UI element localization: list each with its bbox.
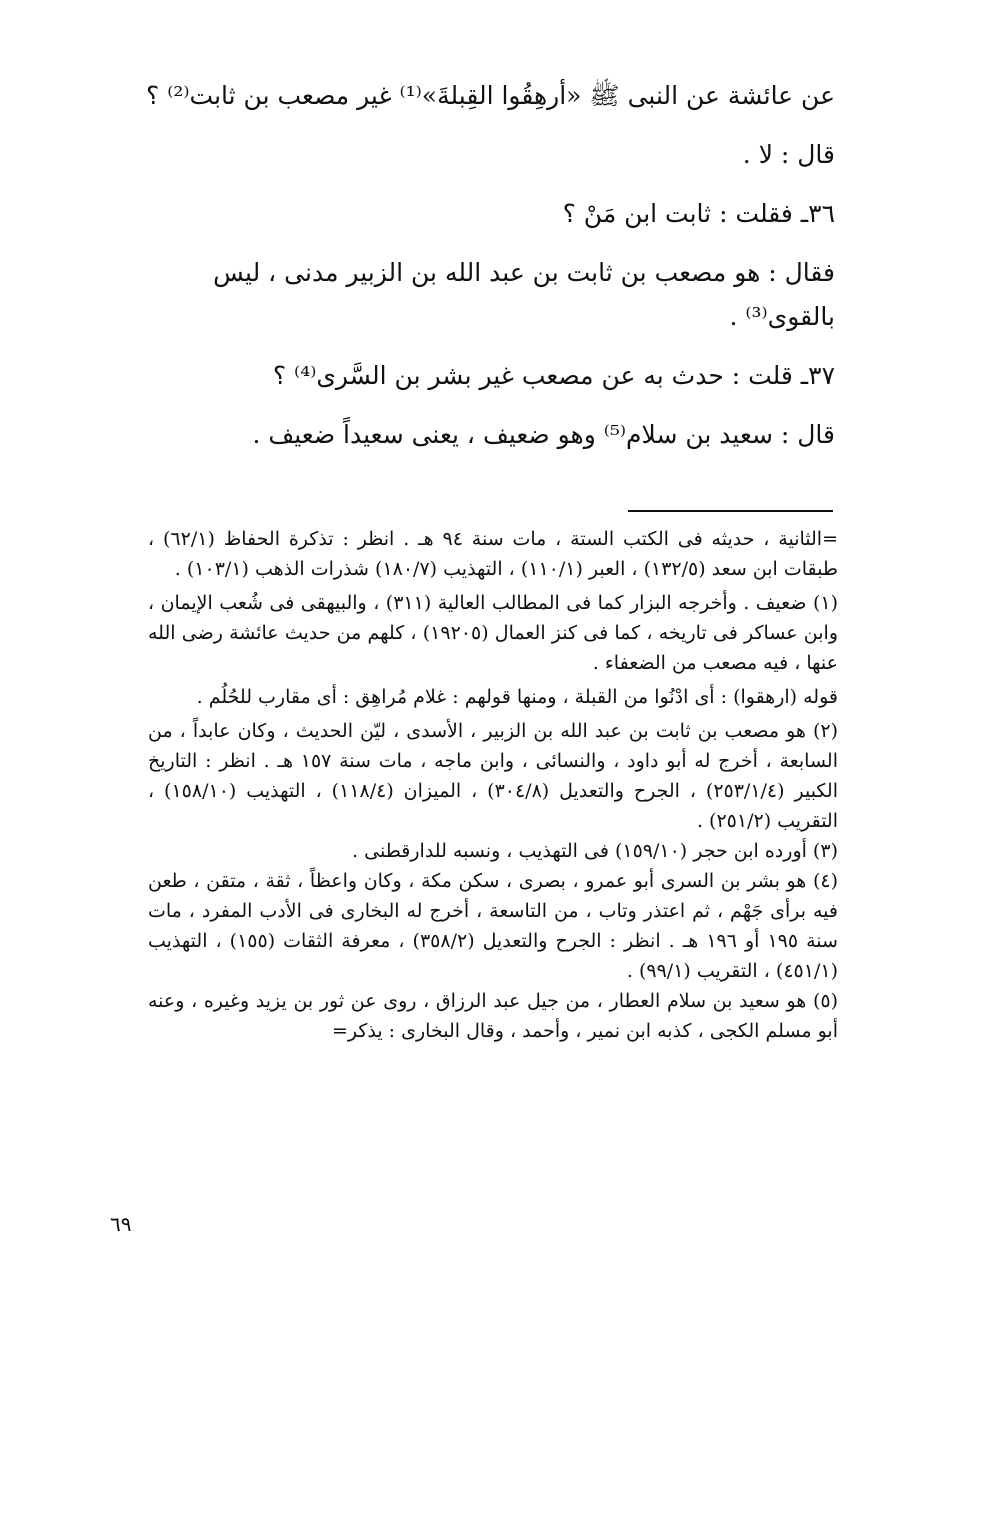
question-37: ٣٧ـ قلت : حدث به عن مصعب غير بشر بن السَّرى⁽⁴⁾ ؟ <box>272 361 835 390</box>
text-line: قال : سعيد بن سلام⁽⁵⁾ وهو ضعيف ، يعنى سعيداً ضعيف . <box>252 420 835 449</box>
text-line: عن عائشة عن النبى ﷺ «أرهِقُوا القِبلةَ»⁽¹⁾ غير مصعب بن ثابت⁽²⁾ ؟ <box>146 81 835 110</box>
footnote-continuation: =الثانية ، حديثه فى الكتب الستة ، مات سنة ٩٤ هـ . انظر : تذكرة الحفاظ (٦٢/١) ، طبقات ابن سعد (١٣٢/٥) ، العبر (١١٠/١) ، التهذيب (١٨٠/٧) شذرات الذهب (١٠٣/١) . <box>148 528 838 580</box>
page-number: ٦٩ <box>110 1212 132 1236</box>
text-line: بالقوى⁽³⁾ . <box>729 302 835 331</box>
footnote-3: (٣) أورده ابن حجر (١٥٩/١٠) فى التهذيب ، ونسبه للدارقطنى . <box>352 840 838 862</box>
footnote-4: (٤) هو بشر بن السرى أبو عمرو ، بصرى ، سكن مكة ، وكان واعظاً ، ثقة ، متقن ، طعن فيه برأى جَهْم ، ثم اعتذر وتاب ، من التاسعة ، أخرج له البخارى فى الأدب المفرد ، مات سنة ١٩٥ أو ١٩٦ هـ . انظر : الجرح والتعديل (٣٥٨/٢) ، معرفة الثقات (١٥٥) ، التهذيب (٤٥١/١) ، التقريب (٩٩/١) . <box>148 870 839 982</box>
footnote-5: (٥) هو سعيد بن سلام العطار ، من جيل عبد الرزاق ، روى عن ثور بن يزيد وغيره ، وعنه أبو مسلم الكجى ، كذبه ابن نمير ، وأحمد ، وقال البخارى : يذكر= <box>148 990 838 1042</box>
footnote-2: (٢) هو مصعب بن ثابت بن عبد الله بن الزبير ، الأسدى ، ليّن الحديث ، وكان عابداً ، من السابعة ، أخرج له أبو داود ، والنسائى ، وابن ماجه ، مات سنة ١٥٧ هـ . انظر : التاريخ الكبير (٢٥٣/١/٤) ، الجرح والتعديل (٣٠٤/٨) ، الميزان (١١٨/٤) ، التهذيب (١٥٨/١٠) ، التقريب (٢٥١/٢) . <box>148 720 838 832</box>
footnote-divider <box>628 510 833 512</box>
footnote-1: (١) ضعيف . وأخرجه البزار كما فى المطالب العالية (٣١١) ، والبيهقى فى شُعب الإيمان ، وابن عساكر فى تاريخه ، كما فى كنز العمال (١٩٢٠٥) ، كلهم من حديث عائشة رضى الله عنها ، فيه مصعب من الضعفاء . <box>148 592 838 674</box>
question-36: ٣٦ـ فقلت : ثابت ابن مَنْ ؟ <box>562 199 835 228</box>
main-text <box>120 80 835 478</box>
footnotes <box>148 524 838 1046</box>
text-line: قال : لا . <box>742 140 835 169</box>
text-line: فقال : هو مصعب بن ثابت بن عبد الله بن الزبير مدنى ، ليس <box>213 258 835 287</box>
footnote-1-gloss: قوله (ارهقوا) : أى ادْنُوا من القبلة ، ومنها قولهم : غلام مُراهِق : أى مقارب للحُلُم . <box>196 686 838 708</box>
